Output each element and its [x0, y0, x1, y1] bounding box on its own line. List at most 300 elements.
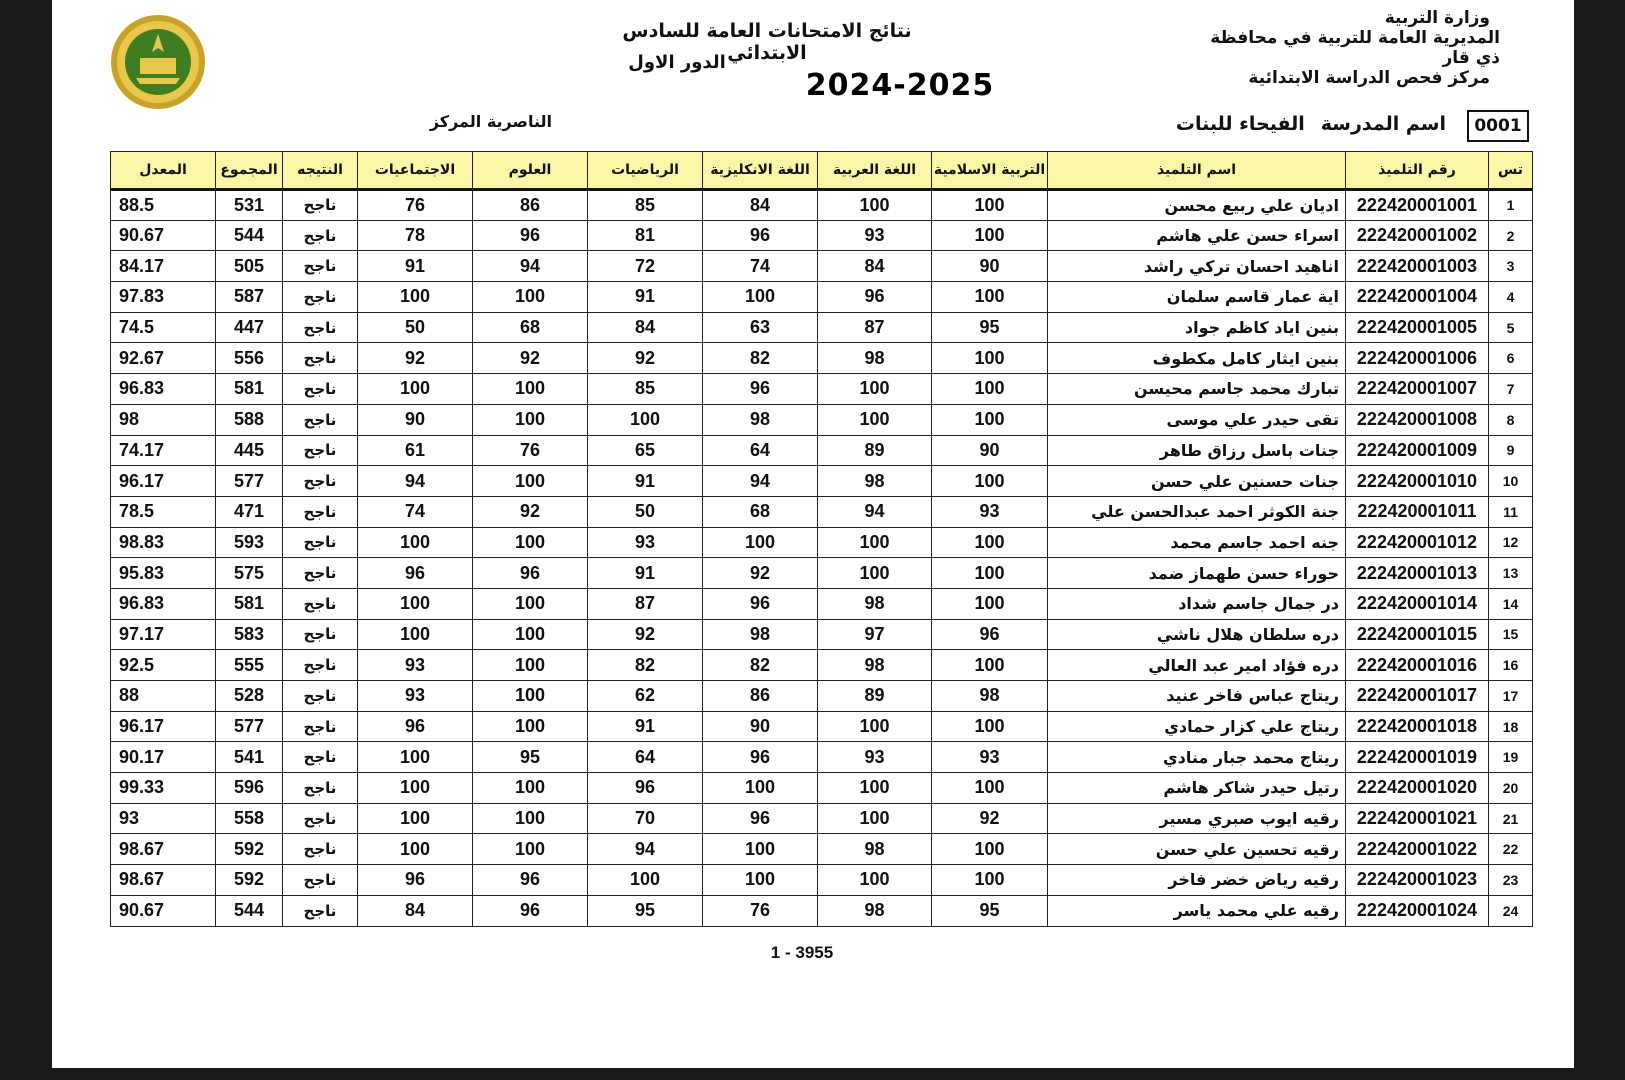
cell-student-id: 222420001011 [1346, 496, 1489, 527]
cell-islamic: 93 [932, 496, 1048, 527]
cell-islamic: 100 [932, 558, 1048, 589]
cell-islamic: 93 [932, 742, 1048, 773]
cell-science: 96 [473, 220, 588, 251]
cell-student-name: ريتاج علي كزار حمادي [1048, 711, 1346, 742]
cell-arabic: 98 [818, 650, 932, 681]
cell-math: 62 [588, 681, 703, 712]
cell-result: ناجح [283, 527, 358, 558]
cell-social: 61 [358, 435, 473, 466]
table-row [111, 466, 1533, 497]
column-header-total: المجموع [216, 152, 283, 190]
cell-average: 92.67 [111, 343, 216, 374]
cell-result: ناجح [283, 588, 358, 619]
cell-islamic: 100 [932, 834, 1048, 865]
cell-science: 92 [473, 343, 588, 374]
cell-arabic: 100 [818, 527, 932, 558]
cell-seq: 7 [1489, 374, 1533, 405]
cell-english: 82 [703, 343, 818, 374]
cell-arabic: 94 [818, 496, 932, 527]
cell-science: 96 [473, 558, 588, 589]
column-header-student-name: اسم التلميذ [1048, 152, 1346, 190]
cell-science: 76 [473, 435, 588, 466]
cell-science: 94 [473, 251, 588, 282]
cell-average: 84.17 [111, 251, 216, 282]
table-row [111, 558, 1533, 589]
cell-seq: 23 [1489, 865, 1533, 896]
cell-science: 100 [473, 619, 588, 650]
table-row [111, 773, 1533, 804]
cell-student-id: 222420001013 [1346, 558, 1489, 589]
cell-islamic: 100 [932, 588, 1048, 619]
cell-total: 541 [216, 742, 283, 773]
cell-islamic: 100 [932, 711, 1048, 742]
cell-arabic: 98 [818, 588, 932, 619]
cell-student-id: 222420001009 [1346, 435, 1489, 466]
cell-social: 100 [358, 282, 473, 313]
cell-arabic: 98 [818, 343, 932, 374]
cell-result: ناجح [283, 435, 358, 466]
cell-social: 84 [358, 895, 473, 926]
cell-average: 98.83 [111, 527, 216, 558]
cell-english: 98 [703, 404, 818, 435]
cell-science: 68 [473, 312, 588, 343]
cell-student-name: اناهيد احسان تركي راشد [1048, 251, 1346, 282]
cell-student-id: 222420001008 [1346, 404, 1489, 435]
cell-student-id: 222420001018 [1346, 711, 1489, 742]
cell-seq: 8 [1489, 404, 1533, 435]
cell-social: 96 [358, 558, 473, 589]
cell-islamic: 100 [932, 773, 1048, 804]
cell-islamic: 100 [932, 282, 1048, 313]
academic-year: 2024-2025 [805, 68, 995, 103]
cell-islamic: 100 [932, 190, 1048, 221]
column-header-math: الرياضيات [588, 152, 703, 190]
cell-average: 90.67 [111, 895, 216, 926]
cell-student-name: رقيه رياض خضر فاخر [1048, 865, 1346, 896]
cell-islamic: 90 [932, 435, 1048, 466]
cell-student-name: رتيل حيدر شاكر هاشم [1048, 773, 1346, 804]
cell-seq: 6 [1489, 343, 1533, 374]
cell-science: 100 [473, 711, 588, 742]
cell-student-name: جنه احمد جاسم محمد [1048, 527, 1346, 558]
cell-arabic: 84 [818, 251, 932, 282]
cell-student-name: تبارك محمد جاسم محيسن [1048, 374, 1346, 405]
cell-student-id: 222420001007 [1346, 374, 1489, 405]
table-row [111, 742, 1533, 773]
cell-total: 558 [216, 803, 283, 834]
cell-english: 74 [703, 251, 818, 282]
cell-result: ناجح [283, 834, 358, 865]
cell-science: 100 [473, 404, 588, 435]
cell-average: 90.67 [111, 220, 216, 251]
cell-arabic: 97 [818, 619, 932, 650]
table-row [111, 834, 1533, 865]
cell-student-id: 222420001001 [1346, 190, 1489, 221]
table-row [111, 312, 1533, 343]
cell-average: 96.83 [111, 588, 216, 619]
cell-science: 100 [473, 773, 588, 804]
table-row [111, 282, 1533, 313]
cell-average: 98.67 [111, 834, 216, 865]
cell-arabic: 98 [818, 466, 932, 497]
cell-islamic: 100 [932, 865, 1048, 896]
page-number: 1 - 3955 [770, 943, 834, 962]
ministry-logo-icon [100, 12, 216, 112]
cell-total: 577 [216, 466, 283, 497]
cell-english: 76 [703, 895, 818, 926]
exam-round: الدور الاول [628, 52, 726, 73]
cell-result: ناجح [283, 343, 358, 374]
cell-islamic: 100 [932, 343, 1048, 374]
cell-islamic: 92 [932, 803, 1048, 834]
cell-student-name: بنين اياد كاظم جواد [1048, 312, 1346, 343]
cell-student-id: 222420001019 [1346, 742, 1489, 773]
column-header-science: العلوم [473, 152, 588, 190]
cell-average: 98.67 [111, 865, 216, 896]
cell-seq: 10 [1489, 466, 1533, 497]
cell-result: ناجح [283, 773, 358, 804]
school-label: اسم المدرسة [1320, 113, 1446, 135]
cell-science: 100 [473, 282, 588, 313]
cell-social: 93 [358, 681, 473, 712]
table-row [111, 681, 1533, 712]
cell-math: 85 [588, 374, 703, 405]
cell-arabic: 100 [818, 711, 932, 742]
cell-english: 86 [703, 681, 818, 712]
cell-arabic: 98 [818, 895, 932, 926]
cell-social: 100 [358, 834, 473, 865]
results-table [110, 151, 1533, 927]
cell-english: 100 [703, 834, 818, 865]
cell-science: 96 [473, 865, 588, 896]
cell-social: 100 [358, 803, 473, 834]
table-row [111, 220, 1533, 251]
cell-seq: 21 [1489, 803, 1533, 834]
cell-average: 95.83 [111, 558, 216, 589]
cell-islamic: 100 [932, 374, 1048, 405]
cell-arabic: 98 [818, 834, 932, 865]
cell-social: 90 [358, 404, 473, 435]
column-header-arabic: اللغة العربية [818, 152, 932, 190]
cell-student-id: 222420001016 [1346, 650, 1489, 681]
cell-student-id: 222420001003 [1346, 251, 1489, 282]
cell-math: 87 [588, 588, 703, 619]
table-row [111, 404, 1533, 435]
cell-total: 544 [216, 895, 283, 926]
cell-result: ناجح [283, 220, 358, 251]
cell-english: 84 [703, 190, 818, 221]
cell-total: 544 [216, 220, 283, 251]
column-header-english: اللغة الانكليزية [703, 152, 818, 190]
ministry-name: وزارة التربية [1384, 8, 1490, 28]
cell-student-name: اديان علي ربيع محسن [1048, 190, 1346, 221]
cell-seq: 5 [1489, 312, 1533, 343]
cell-islamic: 100 [932, 404, 1048, 435]
column-header-seq: تس [1489, 152, 1533, 190]
cell-math: 92 [588, 619, 703, 650]
cell-english: 96 [703, 220, 818, 251]
cell-seq: 22 [1489, 834, 1533, 865]
cell-arabic: 100 [818, 404, 932, 435]
cell-result: ناجح [283, 742, 358, 773]
cell-math: 50 [588, 496, 703, 527]
cell-result: ناجح [283, 404, 358, 435]
cell-student-name: در جمال جاسم شداد [1048, 588, 1346, 619]
table-row [111, 588, 1533, 619]
cell-math: 100 [588, 865, 703, 896]
cell-student-id: 222420001024 [1346, 895, 1489, 926]
cell-result: ناجح [283, 711, 358, 742]
cell-arabic: 89 [818, 435, 932, 466]
cell-seq: 18 [1489, 711, 1533, 742]
cell-arabic: 100 [818, 374, 932, 405]
cell-islamic: 100 [932, 220, 1048, 251]
school-name: الفيحاء للبنات [1175, 113, 1305, 135]
cell-total: 471 [216, 496, 283, 527]
cell-islamic: 100 [932, 650, 1048, 681]
cell-student-id: 222420001002 [1346, 220, 1489, 251]
cell-english: 100 [703, 865, 818, 896]
cell-average: 88 [111, 681, 216, 712]
table-row [111, 251, 1533, 282]
cell-math: 65 [588, 435, 703, 466]
cell-result: ناجح [283, 681, 358, 712]
cell-social: 74 [358, 496, 473, 527]
cell-math: 85 [588, 190, 703, 221]
cell-arabic: 100 [818, 558, 932, 589]
cell-student-id: 222420001020 [1346, 773, 1489, 804]
exam-location: الناصرية المركز [429, 112, 552, 131]
cell-islamic: 100 [932, 527, 1048, 558]
cell-average: 74.5 [111, 312, 216, 343]
cell-math: 82 [588, 650, 703, 681]
cell-total: 531 [216, 190, 283, 221]
ministry-header [1190, 8, 1500, 88]
cell-result: ناجح [283, 251, 358, 282]
cell-result: ناجح [283, 312, 358, 343]
cell-result: ناجح [283, 558, 358, 589]
cell-arabic: 87 [818, 312, 932, 343]
cell-seq: 20 [1489, 773, 1533, 804]
cell-math: 96 [588, 773, 703, 804]
cell-result: ناجح [283, 865, 358, 896]
exam-center-name: مركز فحص الدراسة الابتدائية [1248, 68, 1490, 88]
table-row [111, 711, 1533, 742]
cell-science: 95 [473, 742, 588, 773]
cell-social: 100 [358, 742, 473, 773]
cell-social: 76 [358, 190, 473, 221]
cell-seq: 4 [1489, 282, 1533, 313]
cell-student-name: جنة الكوثر احمد عبدالحسن علي [1048, 496, 1346, 527]
cell-seq: 3 [1489, 251, 1533, 282]
cell-average: 97.83 [111, 282, 216, 313]
cell-english: 100 [703, 282, 818, 313]
cell-math: 72 [588, 251, 703, 282]
cell-science: 100 [473, 650, 588, 681]
table-row [111, 527, 1533, 558]
cell-english: 92 [703, 558, 818, 589]
cell-result: ناجح [283, 496, 358, 527]
cell-student-id: 222420001022 [1346, 834, 1489, 865]
cell-social: 100 [358, 619, 473, 650]
cell-total: 556 [216, 343, 283, 374]
cell-math: 91 [588, 558, 703, 589]
column-header-student-id: رقم التلميذ [1346, 152, 1489, 190]
cell-social: 100 [358, 773, 473, 804]
school-line [1126, 113, 1446, 135]
cell-social: 78 [358, 220, 473, 251]
cell-student-name: اسراء حسن علي هاشم [1048, 220, 1346, 251]
cell-social: 50 [358, 312, 473, 343]
cell-average: 74.17 [111, 435, 216, 466]
cell-student-id: 222420001005 [1346, 312, 1489, 343]
cell-student-name: جنات باسل رزاق طاهر [1048, 435, 1346, 466]
cell-average: 99.33 [111, 773, 216, 804]
cell-total: 596 [216, 773, 283, 804]
table-row [111, 374, 1533, 405]
results-page [52, 0, 1574, 1068]
cell-seq: 9 [1489, 435, 1533, 466]
cell-student-name: اية عمار قاسم سلمان [1048, 282, 1346, 313]
cell-student-id: 222420001012 [1346, 527, 1489, 558]
cell-student-name: رقيه ايوب صبري مسير [1048, 803, 1346, 834]
column-header-result: النتيجه [283, 152, 358, 190]
cell-average: 92.5 [111, 650, 216, 681]
cell-result: ناجح [283, 466, 358, 497]
cell-student-name: حوراء حسن طهماز ضمد [1048, 558, 1346, 589]
cell-science: 100 [473, 834, 588, 865]
cell-seq: 2 [1489, 220, 1533, 251]
cell-result: ناجح [283, 650, 358, 681]
cell-arabic: 89 [818, 681, 932, 712]
cell-science: 92 [473, 496, 588, 527]
cell-math: 91 [588, 711, 703, 742]
cell-student-id: 222420001021 [1346, 803, 1489, 834]
cell-english: 98 [703, 619, 818, 650]
cell-result: ناجح [283, 619, 358, 650]
cell-student-name: ريتاج محمد جبار منادي [1048, 742, 1346, 773]
cell-english: 82 [703, 650, 818, 681]
cell-math: 70 [588, 803, 703, 834]
cell-science: 100 [473, 466, 588, 497]
cell-total: 592 [216, 865, 283, 896]
cell-social: 96 [358, 711, 473, 742]
cell-english: 63 [703, 312, 818, 343]
cell-student-id: 222420001023 [1346, 865, 1489, 896]
cell-arabic: 96 [818, 282, 932, 313]
cell-english: 96 [703, 588, 818, 619]
cell-islamic: 100 [932, 466, 1048, 497]
cell-average: 88.5 [111, 190, 216, 221]
cell-total: 581 [216, 374, 283, 405]
cell-student-id: 222420001014 [1346, 588, 1489, 619]
cell-total: 575 [216, 558, 283, 589]
cell-result: ناجح [283, 190, 358, 221]
cell-result: ناجح [283, 895, 358, 926]
column-header-social: الاجتماعيات [358, 152, 473, 190]
cell-result: ناجح [283, 374, 358, 405]
cell-average: 90.17 [111, 742, 216, 773]
column-header-islamic: التربية الاسلامية [932, 152, 1048, 190]
cell-arabic: 93 [818, 742, 932, 773]
cell-math: 95 [588, 895, 703, 926]
cell-islamic: 96 [932, 619, 1048, 650]
cell-arabic: 100 [818, 865, 932, 896]
cell-total: 555 [216, 650, 283, 681]
cell-science: 100 [473, 681, 588, 712]
cell-science: 86 [473, 190, 588, 221]
cell-average: 93 [111, 803, 216, 834]
cell-student-id: 222420001010 [1346, 466, 1489, 497]
cell-social: 100 [358, 374, 473, 405]
cell-total: 581 [216, 588, 283, 619]
cell-math: 91 [588, 466, 703, 497]
cell-student-name: تقى حيدر علي موسى [1048, 404, 1346, 435]
cell-arabic: 100 [818, 773, 932, 804]
table-row [111, 343, 1533, 374]
cell-student-name: رقيه تحسين علي حسن [1048, 834, 1346, 865]
cell-student-id: 222420001004 [1346, 282, 1489, 313]
cell-total: 528 [216, 681, 283, 712]
cell-english: 100 [703, 527, 818, 558]
cell-english: 64 [703, 435, 818, 466]
column-header-average: المعدل [111, 152, 216, 190]
cell-average: 78.5 [111, 496, 216, 527]
cell-student-id: 222420001017 [1346, 681, 1489, 712]
cell-english: 96 [703, 374, 818, 405]
cell-seq: 1 [1489, 190, 1533, 221]
table-row [111, 435, 1533, 466]
directorate-name: المديرية العامة للتربية في محافظة ذي قار [1210, 28, 1500, 68]
cell-english: 96 [703, 803, 818, 834]
cell-seq: 17 [1489, 681, 1533, 712]
cell-student-name: ريتاج عباس فاخر عنيد [1048, 681, 1346, 712]
cell-science: 96 [473, 895, 588, 926]
cell-math: 81 [588, 220, 703, 251]
cell-arabic: 100 [818, 190, 932, 221]
cell-result: ناجح [283, 282, 358, 313]
cell-average: 96.17 [111, 711, 216, 742]
table-header-row [111, 152, 1533, 190]
cell-student-name: رقيه علي محمد ياسر [1048, 895, 1346, 926]
page-title: نتائج الامتحانات العامة للسادس الابتدائي [622, 20, 912, 64]
cell-total: 593 [216, 527, 283, 558]
cell-math: 92 [588, 343, 703, 374]
cell-total: 592 [216, 834, 283, 865]
cell-total: 445 [216, 435, 283, 466]
cell-science: 100 [473, 527, 588, 558]
cell-social: 91 [358, 251, 473, 282]
cell-total: 583 [216, 619, 283, 650]
cell-seq: 13 [1489, 558, 1533, 589]
cell-islamic: 98 [932, 681, 1048, 712]
cell-seq: 11 [1489, 496, 1533, 527]
cell-seq: 24 [1489, 895, 1533, 926]
cell-social: 100 [358, 588, 473, 619]
cell-english: 90 [703, 711, 818, 742]
cell-social: 92 [358, 343, 473, 374]
cell-seq: 12 [1489, 527, 1533, 558]
table-row [111, 865, 1533, 896]
school-code: 0001 [1467, 110, 1529, 142]
cell-total: 447 [216, 312, 283, 343]
cell-average: 97.17 [111, 619, 216, 650]
cell-seq: 16 [1489, 650, 1533, 681]
table-body [111, 190, 1533, 927]
cell-science: 100 [473, 374, 588, 405]
cell-social: 100 [358, 527, 473, 558]
cell-result: ناجح [283, 803, 358, 834]
